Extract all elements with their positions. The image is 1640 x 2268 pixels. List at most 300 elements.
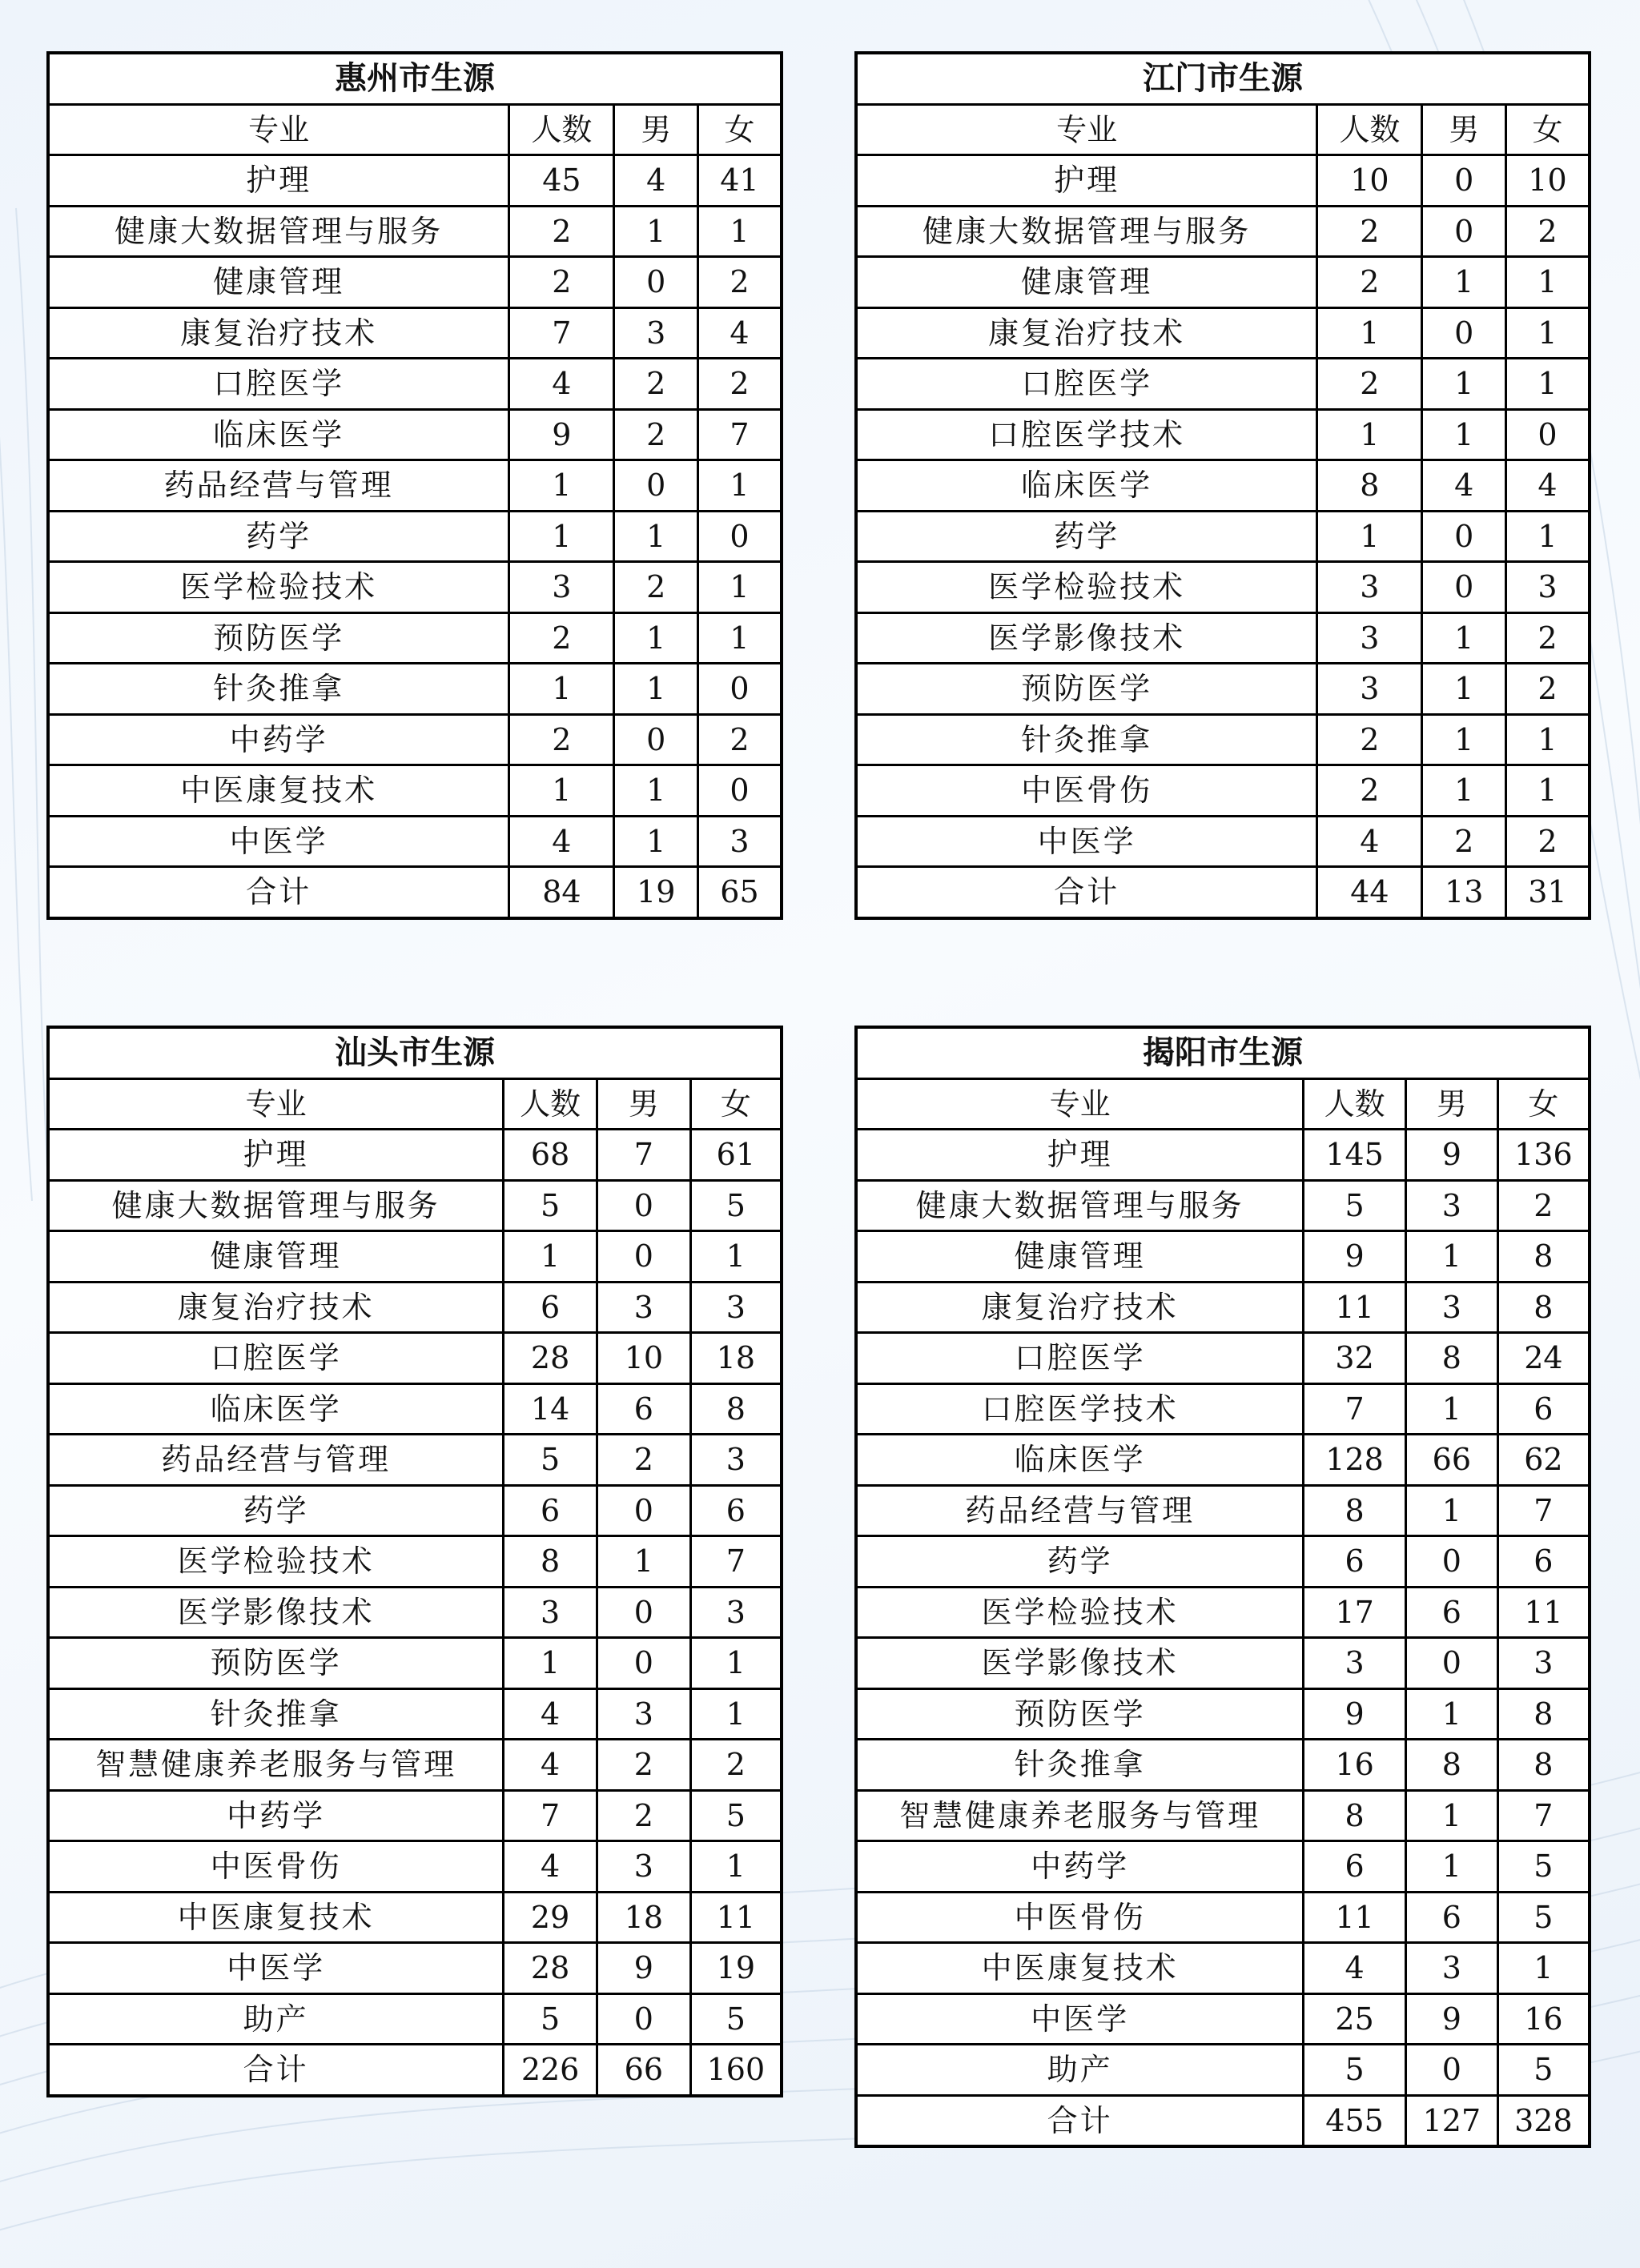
male-cell: 9 [1405, 1993, 1497, 2045]
female-cell: 160 [690, 2045, 782, 2096]
male-cell: 1 [1422, 257, 1506, 308]
female-cell: 6 [1497, 1383, 1590, 1435]
count-cell: 9 [1304, 1688, 1406, 1740]
female-cell: 1 [690, 1638, 782, 1689]
male-cell: 2 [614, 409, 698, 460]
count-cell: 2 [1317, 359, 1422, 410]
table-jieyang [854, 1026, 1591, 2148]
major-cell: 医学检验技术 [48, 1536, 504, 1588]
table-row [856, 511, 1590, 562]
count-cell: 29 [504, 1892, 597, 1943]
count-cell: 1 [1317, 409, 1422, 460]
table-row [48, 765, 782, 817]
male-cell: 3 [597, 1841, 690, 1893]
count-cell: 4 [509, 359, 614, 410]
female-cell: 62 [1497, 1435, 1590, 1486]
count-cell: 28 [504, 1943, 597, 1994]
table-row [48, 1333, 782, 1384]
male-cell: 9 [597, 1943, 690, 1994]
major-cell: 健康管理 [48, 1231, 504, 1283]
female-cell: 1 [690, 1688, 782, 1740]
male-cell: 2 [614, 562, 698, 613]
table-row [856, 612, 1590, 664]
count-cell: 1 [504, 1638, 597, 1689]
male-cell: 1 [1422, 359, 1506, 410]
header-male: 男 [1405, 1078, 1497, 1130]
major-cell: 预防医学 [48, 1638, 504, 1689]
table-row [48, 1231, 782, 1283]
count-cell: 5 [504, 1435, 597, 1486]
major-cell: 康复治疗技术 [856, 307, 1317, 359]
table-row [856, 562, 1590, 613]
count-cell: 2 [1317, 765, 1422, 817]
count-cell: 14 [504, 1383, 597, 1435]
male-cell: 4 [1422, 460, 1506, 512]
table-row [856, 307, 1590, 359]
major-cell: 药学 [856, 511, 1317, 562]
male-cell: 0 [614, 460, 698, 512]
table-row [856, 1333, 1590, 1384]
major-cell: 康复治疗技术 [48, 307, 509, 359]
major-cell: 医学检验技术 [856, 562, 1317, 613]
male-cell: 0 [1422, 206, 1506, 257]
table-row [856, 1638, 1590, 1689]
female-cell: 1 [1505, 257, 1590, 308]
count-cell: 6 [1304, 1536, 1406, 1588]
major-cell: 中药学 [48, 1790, 504, 1841]
male-cell: 1 [1405, 1231, 1497, 1283]
major-cell: 口腔医学 [856, 1333, 1304, 1384]
major-cell: 中医骨伤 [856, 765, 1317, 817]
major-cell: 针灸推拿 [48, 1688, 504, 1740]
female-cell: 1 [690, 1841, 782, 1893]
count-cell: 4 [1317, 816, 1422, 867]
count-cell: 10 [1317, 155, 1422, 207]
major-cell: 中药学 [856, 1841, 1304, 1893]
female-cell: 3 [697, 816, 782, 867]
major-cell: 护理 [856, 155, 1317, 207]
header-female: 女 [1497, 1078, 1590, 1130]
count-cell: 8 [1317, 460, 1422, 512]
major-cell: 针灸推拿 [856, 714, 1317, 765]
female-cell: 5 [1497, 1892, 1590, 1943]
male-cell: 1 [614, 816, 698, 867]
male-cell: 4 [614, 155, 698, 207]
count-cell: 226 [504, 2045, 597, 2096]
female-cell: 3 [690, 1587, 782, 1638]
count-cell: 4 [504, 1841, 597, 1893]
major-cell: 药品经营与管理 [48, 1435, 504, 1486]
header-count: 人数 [504, 1078, 597, 1130]
count-cell: 6 [504, 1485, 597, 1536]
female-cell: 136 [1497, 1130, 1590, 1181]
table-row [856, 1231, 1590, 1283]
major-cell: 康复治疗技术 [48, 1282, 504, 1333]
male-cell: 8 [1405, 1740, 1497, 1791]
count-cell: 1 [1317, 511, 1422, 562]
female-cell: 11 [1497, 1587, 1590, 1638]
count-cell: 1 [504, 1231, 597, 1283]
female-cell: 2 [697, 359, 782, 410]
count-cell: 5 [504, 1180, 597, 1231]
major-cell: 护理 [48, 1130, 504, 1181]
table-row [856, 1740, 1590, 1791]
male-cell: 3 [1405, 1180, 1497, 1231]
table-row [856, 1943, 1590, 1994]
female-cell: 19 [690, 1943, 782, 1994]
female-cell: 6 [1497, 1536, 1590, 1588]
major-cell: 医学检验技术 [48, 562, 509, 613]
major-cell: 口腔医学技术 [856, 1383, 1304, 1435]
female-cell: 3 [1505, 562, 1590, 613]
male-cell: 1 [1405, 1485, 1497, 1536]
major-cell: 中医骨伤 [856, 1892, 1304, 1943]
female-cell: 8 [1497, 1688, 1590, 1740]
header-female: 女 [697, 104, 782, 155]
major-cell: 口腔医学 [48, 359, 509, 410]
major-cell: 预防医学 [856, 664, 1317, 715]
count-cell: 45 [509, 155, 614, 207]
female-cell: 1 [690, 1231, 782, 1283]
major-cell: 药学 [856, 1536, 1304, 1588]
female-cell: 1 [697, 562, 782, 613]
count-cell: 3 [1317, 612, 1422, 664]
major-cell: 中医学 [48, 816, 509, 867]
female-cell: 1 [1497, 1943, 1590, 1994]
female-cell: 5 [690, 1180, 782, 1231]
male-cell: 13 [1422, 867, 1506, 918]
table-title: 江门市生源 [856, 53, 1590, 104]
male-cell: 66 [597, 2045, 690, 2096]
count-cell: 145 [1304, 1130, 1406, 1181]
female-cell: 3 [690, 1435, 782, 1486]
header-count: 人数 [509, 104, 614, 155]
count-cell: 2 [1317, 714, 1422, 765]
table-title: 汕头市生源 [48, 1027, 782, 1078]
major-cell: 健康大数据管理与服务 [48, 1180, 504, 1231]
table-row [48, 1790, 782, 1841]
count-cell: 1 [1317, 307, 1422, 359]
table-row [48, 359, 782, 410]
female-cell: 3 [1497, 1638, 1590, 1689]
female-cell: 7 [1497, 1485, 1590, 1536]
table-row [48, 1536, 782, 1588]
table-row [48, 1638, 782, 1689]
major-cell: 针灸推拿 [48, 664, 509, 715]
female-cell: 8 [1497, 1231, 1590, 1283]
female-cell: 8 [1497, 1740, 1590, 1791]
major-cell: 健康管理 [856, 257, 1317, 308]
male-cell: 0 [1422, 155, 1506, 207]
male-cell: 1 [614, 206, 698, 257]
count-cell: 8 [1304, 1485, 1406, 1536]
count-cell: 84 [509, 867, 614, 918]
male-cell: 7 [597, 1130, 690, 1181]
table-row [48, 562, 782, 613]
major-cell: 健康大数据管理与服务 [856, 1180, 1304, 1231]
table-row [48, 1435, 782, 1486]
table-row [48, 1892, 782, 1943]
table-row [856, 765, 1590, 817]
female-cell: 16 [1497, 1993, 1590, 2045]
major-cell: 中医康复技术 [48, 1892, 504, 1943]
count-cell: 32 [1304, 1333, 1406, 1384]
male-cell: 127 [1405, 2095, 1497, 2146]
count-cell: 11 [1304, 1892, 1406, 1943]
table-row [48, 1740, 782, 1791]
count-cell: 11 [1304, 1282, 1406, 1333]
female-cell: 1 [697, 460, 782, 512]
female-cell: 1 [1505, 511, 1590, 562]
major-cell: 临床医学 [48, 1383, 504, 1435]
female-cell: 2 [697, 714, 782, 765]
female-cell: 2 [1497, 1180, 1590, 1231]
male-cell: 0 [614, 714, 698, 765]
table-row [48, 1383, 782, 1435]
count-cell: 68 [504, 1130, 597, 1181]
female-cell: 0 [697, 664, 782, 715]
female-cell: 24 [1497, 1333, 1590, 1384]
table-row [48, 1587, 782, 1638]
table-row [856, 1841, 1590, 1893]
male-cell: 2 [614, 359, 698, 410]
table-row [48, 257, 782, 308]
major-cell: 合计 [48, 2045, 504, 2096]
male-cell: 66 [1405, 1435, 1497, 1486]
count-cell: 16 [1304, 1740, 1406, 1791]
header-female: 女 [1505, 104, 1590, 155]
major-cell: 智慧健康养老服务与管理 [48, 1740, 504, 1791]
male-cell: 10 [597, 1333, 690, 1384]
male-cell: 1 [1405, 1841, 1497, 1893]
table-row [856, 1587, 1590, 1638]
male-cell: 9 [1405, 1130, 1497, 1181]
count-cell: 4 [509, 816, 614, 867]
table-row [856, 714, 1590, 765]
count-cell: 3 [1317, 664, 1422, 715]
count-cell: 1 [509, 460, 614, 512]
male-cell: 0 [1422, 307, 1506, 359]
header-male: 男 [597, 1078, 690, 1130]
header-major: 专业 [48, 1078, 504, 1130]
count-cell: 4 [504, 1688, 597, 1740]
count-cell: 17 [1304, 1587, 1406, 1638]
count-cell: 7 [509, 307, 614, 359]
count-cell: 4 [1304, 1943, 1406, 1994]
male-cell: 2 [597, 1435, 690, 1486]
table-row [856, 460, 1590, 512]
major-cell: 口腔医学技术 [856, 409, 1317, 460]
male-cell: 2 [597, 1740, 690, 1791]
female-cell: 0 [697, 765, 782, 817]
header-female: 女 [690, 1078, 782, 1130]
count-cell: 1 [509, 765, 614, 817]
male-cell: 0 [614, 257, 698, 308]
major-cell: 中医康复技术 [856, 1943, 1304, 1994]
female-cell: 4 [1505, 460, 1590, 512]
male-cell: 1 [614, 664, 698, 715]
count-cell: 6 [504, 1282, 597, 1333]
count-cell: 128 [1304, 1435, 1406, 1486]
female-cell: 1 [1505, 307, 1590, 359]
table-row [856, 1180, 1590, 1231]
table-row [48, 307, 782, 359]
female-cell: 1 [697, 206, 782, 257]
male-cell: 1 [614, 612, 698, 664]
major-cell: 医学检验技术 [856, 1587, 1304, 1638]
major-cell: 康复治疗技术 [856, 1282, 1304, 1333]
table-row [856, 1993, 1590, 2045]
table-row [48, 612, 782, 664]
header-major: 专业 [48, 104, 509, 155]
female-cell: 5 [1497, 2045, 1590, 2096]
male-cell: 0 [597, 1180, 690, 1231]
major-cell: 医学影像技术 [856, 1638, 1304, 1689]
male-cell: 3 [1405, 1943, 1497, 1994]
count-cell: 28 [504, 1333, 597, 1384]
major-cell: 合计 [856, 867, 1317, 918]
table-row [856, 155, 1590, 207]
table-row [856, 1536, 1590, 1588]
female-cell: 0 [1505, 409, 1590, 460]
male-cell: 1 [597, 1536, 690, 1588]
female-cell: 2 [690, 1740, 782, 1791]
male-cell: 0 [1422, 511, 1506, 562]
count-cell: 7 [504, 1790, 597, 1841]
female-cell: 3 [690, 1282, 782, 1333]
male-cell: 0 [597, 1993, 690, 2045]
total-row [48, 867, 782, 918]
male-cell: 0 [1422, 562, 1506, 613]
male-cell: 1 [1422, 612, 1506, 664]
male-cell: 2 [597, 1790, 690, 1841]
male-cell: 6 [597, 1383, 690, 1435]
table-row [856, 1688, 1590, 1740]
major-cell: 合计 [856, 2095, 1304, 2146]
major-cell: 中药学 [48, 714, 509, 765]
male-cell: 0 [597, 1231, 690, 1283]
table-row [48, 155, 782, 207]
table-row [856, 1485, 1590, 1536]
female-cell: 328 [1497, 2095, 1590, 2146]
major-cell: 中医康复技术 [48, 765, 509, 817]
female-cell: 1 [697, 612, 782, 664]
count-cell: 1 [509, 511, 614, 562]
major-cell: 智慧健康养老服务与管理 [856, 1790, 1304, 1841]
female-cell: 5 [690, 1993, 782, 2045]
table-huizhou [46, 51, 783, 920]
female-cell: 7 [1497, 1790, 1590, 1841]
table-row [48, 714, 782, 765]
major-cell: 临床医学 [856, 460, 1317, 512]
female-cell: 2 [1505, 206, 1590, 257]
female-cell: 5 [690, 1790, 782, 1841]
male-cell: 0 [1405, 1638, 1497, 1689]
table-row [48, 511, 782, 562]
table-row [856, 257, 1590, 308]
header-count: 人数 [1317, 104, 1422, 155]
table-row [48, 409, 782, 460]
major-cell: 健康大数据管理与服务 [48, 206, 509, 257]
female-cell: 7 [697, 409, 782, 460]
major-cell: 药品经营与管理 [48, 460, 509, 512]
count-cell: 5 [1304, 2045, 1406, 2096]
count-cell: 455 [1304, 2095, 1406, 2146]
count-cell: 3 [1304, 1638, 1406, 1689]
table-row [856, 206, 1590, 257]
table-row [48, 206, 782, 257]
female-cell: 18 [690, 1333, 782, 1384]
table-row [856, 1790, 1590, 1841]
count-cell: 2 [509, 714, 614, 765]
total-row [856, 867, 1590, 918]
female-cell: 0 [697, 511, 782, 562]
header-major: 专业 [856, 1078, 1304, 1130]
female-cell: 8 [1497, 1282, 1590, 1333]
female-cell: 1 [1505, 765, 1590, 817]
table-shantou [46, 1026, 783, 2097]
table-row [48, 1180, 782, 1231]
total-row [856, 2095, 1590, 2146]
female-cell: 10 [1505, 155, 1590, 207]
major-cell: 助产 [856, 2045, 1304, 2096]
female-cell: 2 [1505, 816, 1590, 867]
count-cell: 8 [1304, 1790, 1406, 1841]
table-row [48, 664, 782, 715]
major-cell: 医学影像技术 [48, 1587, 504, 1638]
table-row [856, 1383, 1590, 1435]
header-count: 人数 [1304, 1078, 1406, 1130]
table-row [48, 1943, 782, 1994]
major-cell: 健康大数据管理与服务 [856, 206, 1317, 257]
major-cell: 健康管理 [856, 1231, 1304, 1283]
table-row [48, 460, 782, 512]
female-cell: 31 [1505, 867, 1590, 918]
header-male: 男 [614, 104, 698, 155]
female-cell: 11 [690, 1892, 782, 1943]
female-cell: 6 [690, 1485, 782, 1536]
table-row [48, 1282, 782, 1333]
male-cell: 3 [614, 307, 698, 359]
major-cell: 中医骨伤 [48, 1841, 504, 1893]
major-cell: 药学 [48, 1485, 504, 1536]
female-cell: 41 [697, 155, 782, 207]
male-cell: 1 [614, 765, 698, 817]
male-cell: 18 [597, 1892, 690, 1943]
table-row [48, 816, 782, 867]
table-row [856, 2045, 1590, 2096]
male-cell: 1 [1422, 765, 1506, 817]
count-cell: 2 [509, 257, 614, 308]
major-cell: 护理 [48, 155, 509, 207]
female-cell: 1 [1505, 714, 1590, 765]
count-cell: 6 [1304, 1841, 1406, 1893]
count-cell: 2 [509, 206, 614, 257]
male-cell: 3 [1405, 1282, 1497, 1333]
table-row [856, 1130, 1590, 1181]
major-cell: 口腔医学 [856, 359, 1317, 410]
major-cell: 健康管理 [48, 257, 509, 308]
table-row [856, 359, 1590, 410]
table-row [48, 1485, 782, 1536]
male-cell: 3 [597, 1688, 690, 1740]
female-cell: 1 [1505, 359, 1590, 410]
table-row [48, 1841, 782, 1893]
table-jiangmen [854, 51, 1591, 920]
count-cell: 3 [504, 1587, 597, 1638]
count-cell: 2 [509, 612, 614, 664]
count-cell: 5 [504, 1993, 597, 2045]
